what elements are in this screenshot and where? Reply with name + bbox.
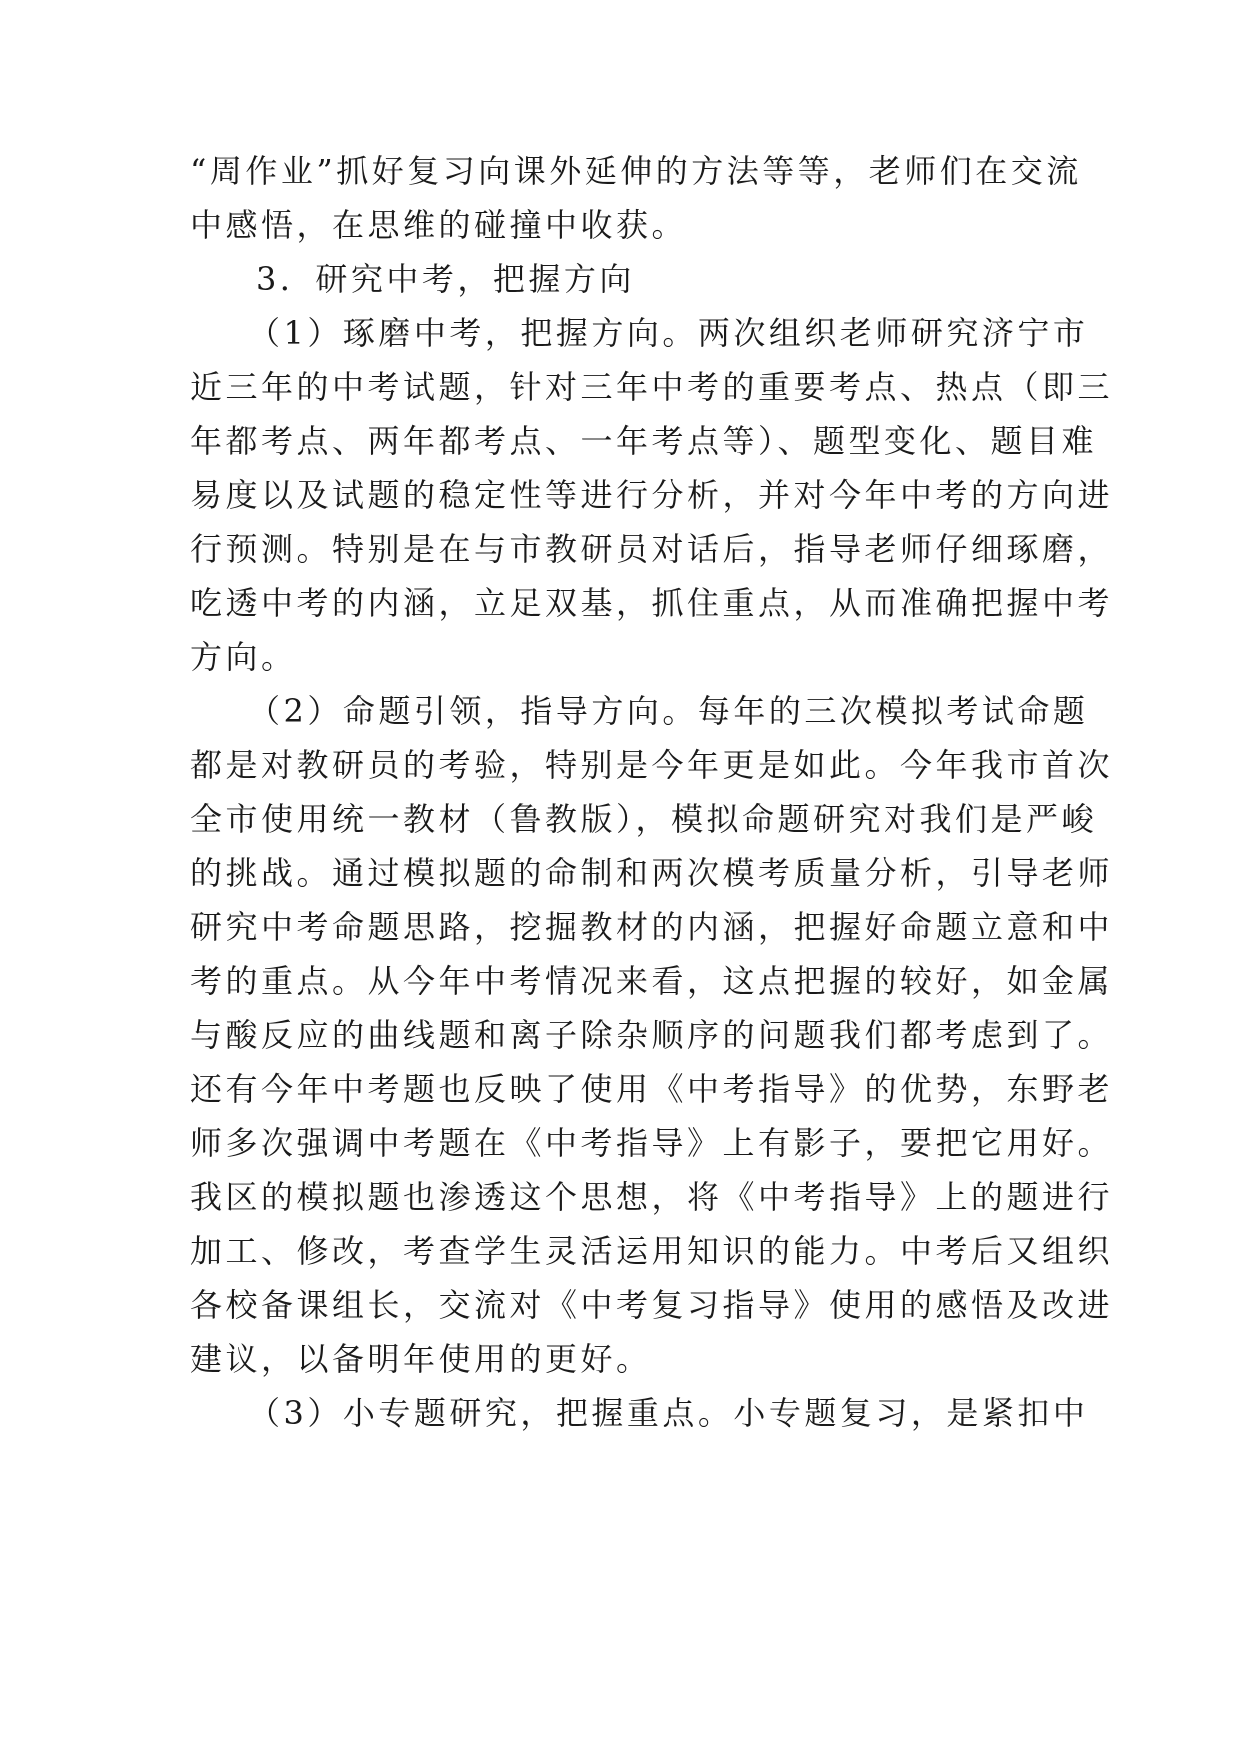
text-line: 方向。 [190,638,297,676]
text-line: 行预测。特别是在与市教研员对话后，指导老师仔细琢磨， [190,530,1114,568]
text-line: 全市使用统一教材（鲁教版），模拟命题研究对我们是严峻 [190,800,1098,838]
text-line: （1）琢磨中考，把握方向。两次组织老师研究济宁市 [248,314,1089,352]
text-line: 吃透中考的内涵，立足双基，抓住重点，从而准确把握中考 [190,584,1114,622]
text-line: 的挑战。通过模拟题的命制和两次模考质量分析，引导老师 [190,854,1114,892]
text-line: “周作业”抓好复习向课外延伸的方法等等，老师们在交流 [190,152,1082,190]
text-line: （2）命题引领，指导方向。每年的三次模拟考试命题 [248,692,1089,730]
text-line: 加工、修改，考查学生灵活运用知识的能力。中考后又组织 [190,1232,1114,1270]
text-line: 师多次强调中考题在《中考指导》上有影子，要把它用好。 [190,1124,1114,1162]
text-line: 考的重点。从今年中考情况来看，这点把握的较好，如金属 [190,962,1114,1000]
section-heading: 3．研究中考，把握方向 [256,260,635,298]
text-line: 与酸反应的曲线题和离子除杂顺序的问题我们都考虑到了。 [190,1016,1114,1054]
text-line: （3）小专题研究，把握重点。小专题复习，是紧扣中 [248,1394,1089,1432]
text-line: 还有今年中考题也反映了使用《中考指导》的优势，东野老 [190,1070,1114,1108]
text-line: 研究中考命题思路，挖掘教材的内涵，把握好命题立意和中 [190,908,1114,946]
text-line: 建议，以备明年使用的更好。 [190,1340,652,1378]
text-line: 中感悟，在思维的碰撞中收获。 [190,206,688,244]
text-line: 年都考点、两年都考点、一年考点等）、题型变化、题目难 [190,422,1098,460]
text-line: 近三年的中考试题，针对三年中考的重要考点、热点（即三 [190,368,1114,406]
text-line: 易度以及试题的稳定性等进行分析，并对今年中考的方向进 [190,476,1114,514]
text-line: 都是对教研员的考验，特别是今年更是如此。今年我市首次 [190,746,1114,784]
text-line: 各校备课组长，交流对《中考复习指导》使用的感悟及改进 [190,1286,1114,1324]
text-line: 我区的模拟题也渗透这个思想，将《中考指导》上的题进行 [190,1178,1114,1216]
